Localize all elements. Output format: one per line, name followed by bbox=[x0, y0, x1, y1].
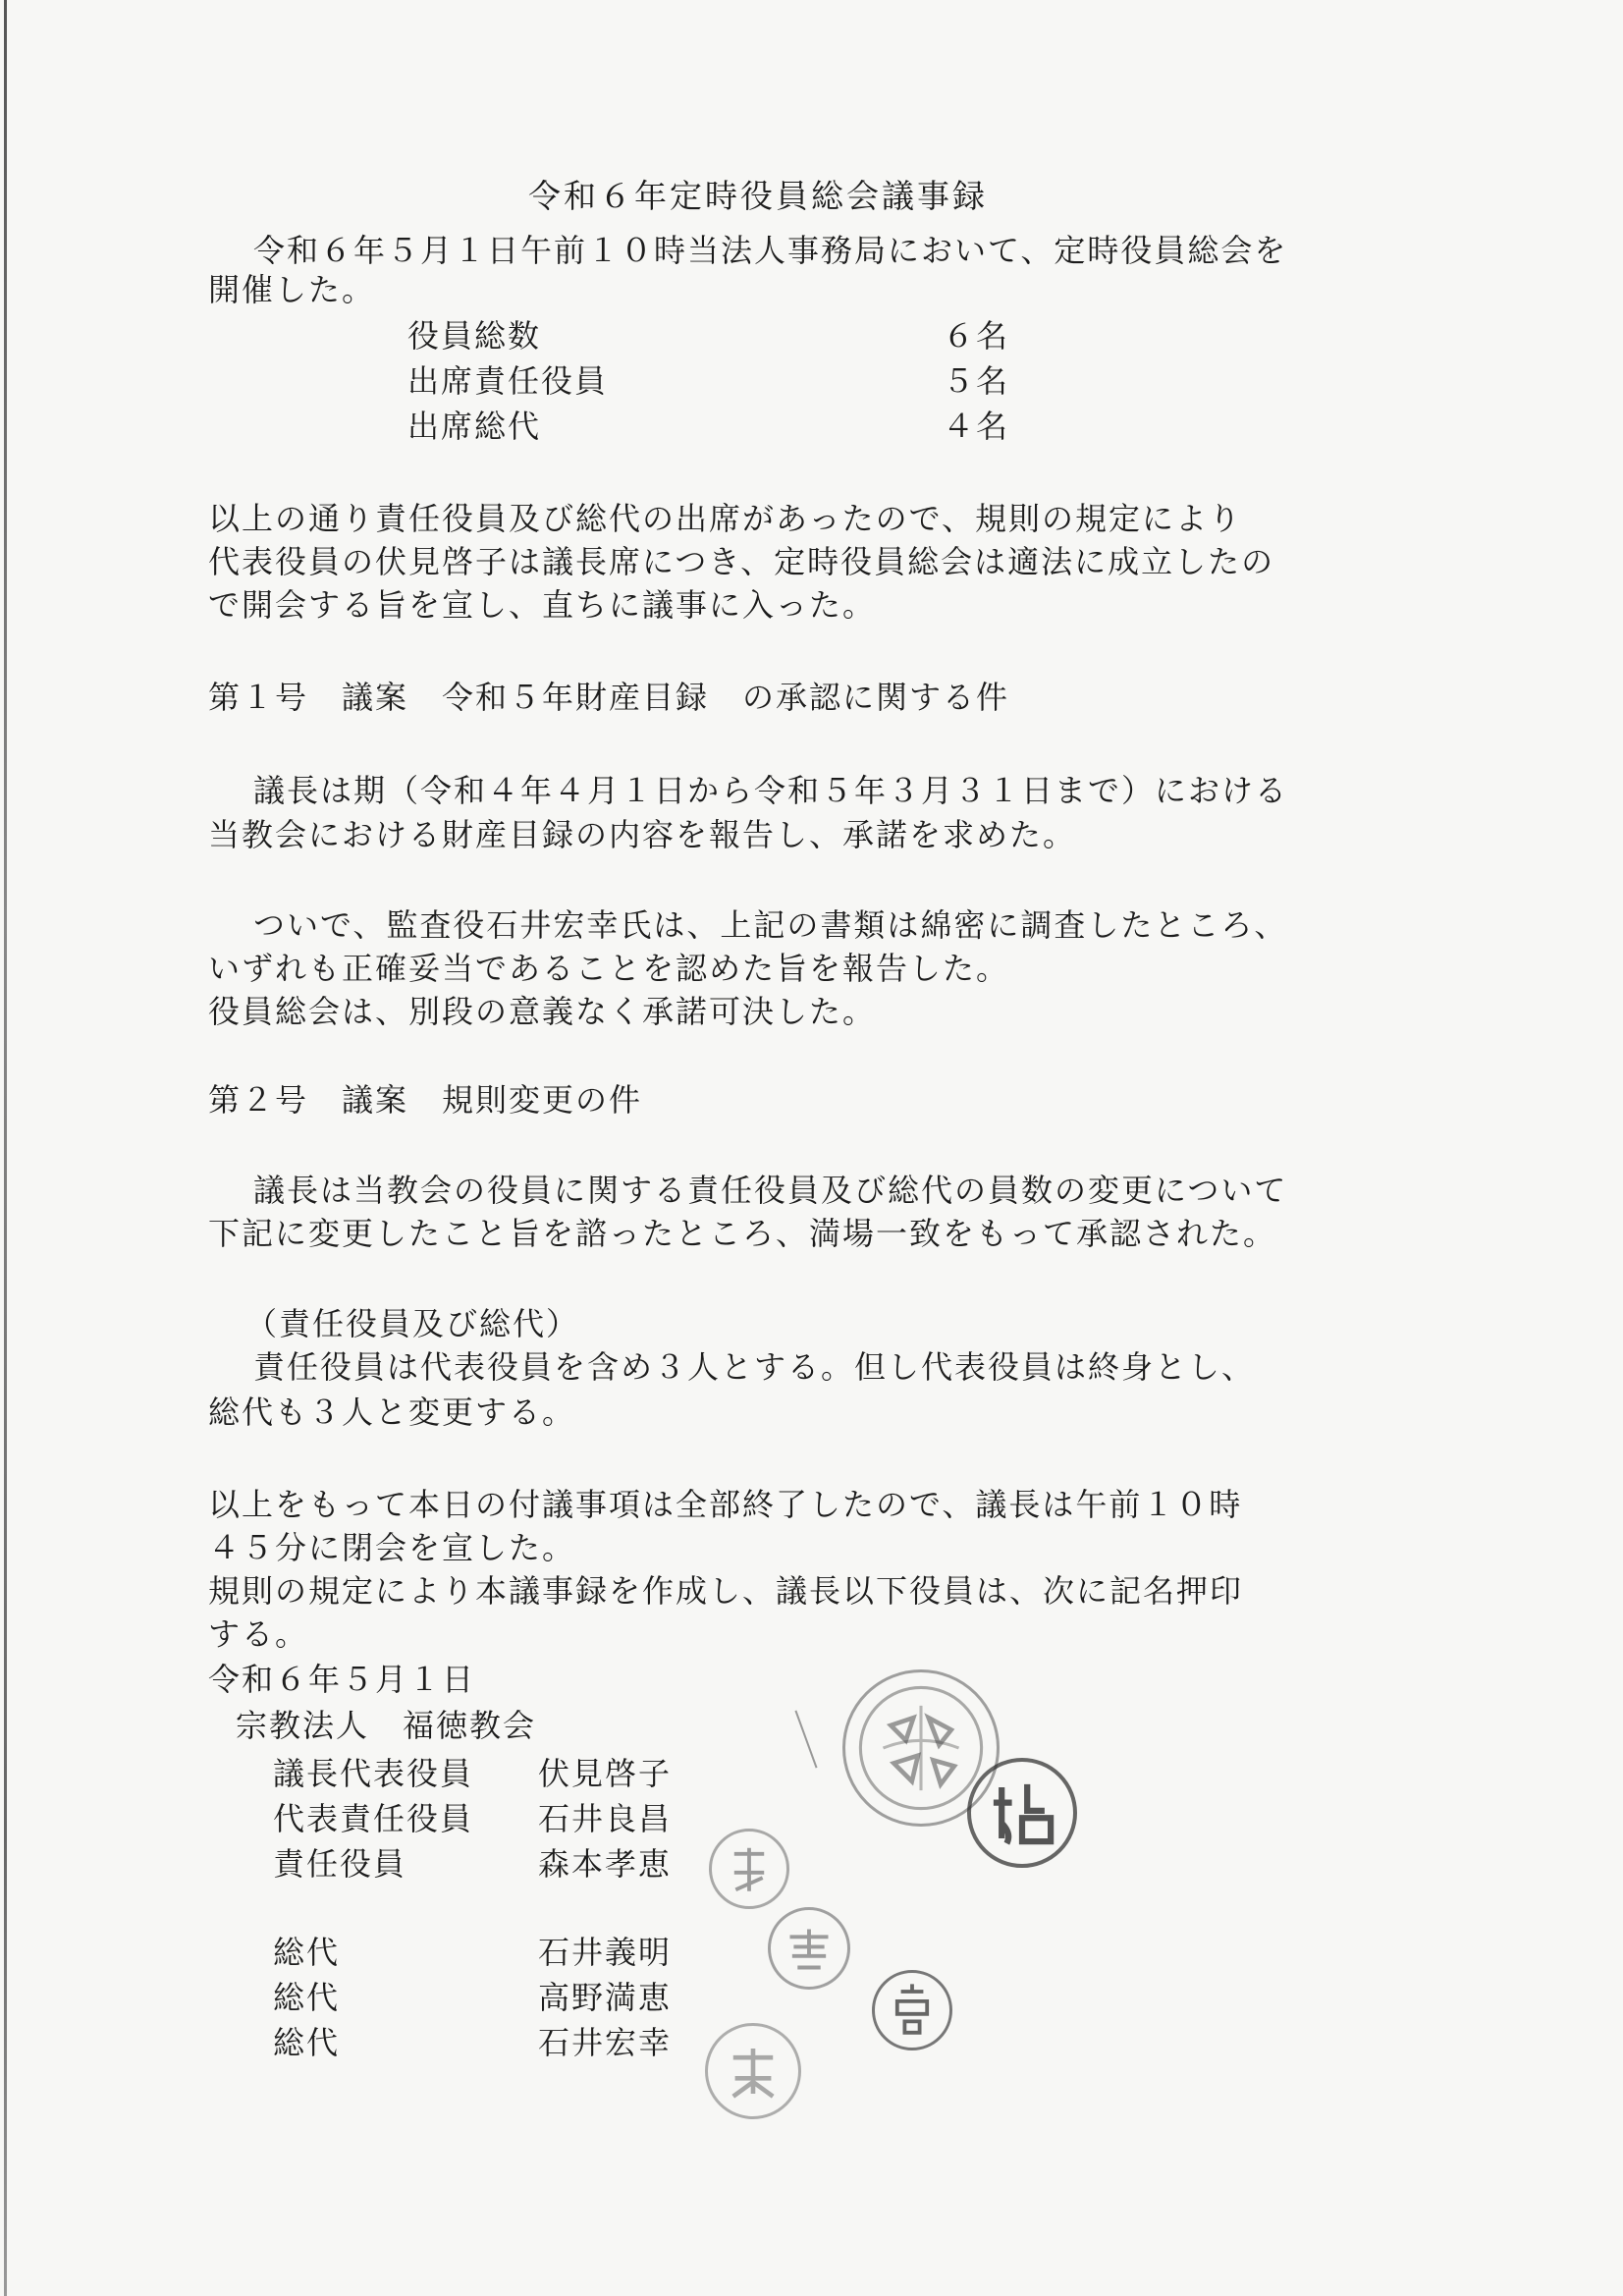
attendance-count-delegates: ４名 bbox=[943, 408, 1010, 445]
signatory-role-2: 代表責任役員 bbox=[273, 1800, 474, 1837]
intro-line-2: 開催した。 bbox=[208, 271, 376, 308]
attendance-count-total: ６名 bbox=[943, 317, 1010, 355]
signatory-name-6: 石井宏幸 bbox=[538, 2024, 673, 2061]
intro-line-1: 令和６年５月１日午前１０時当法人事務局において、定時役員総会を bbox=[253, 232, 1288, 269]
closing-line-2: ４５分に閉会を宣した。 bbox=[208, 1529, 576, 1566]
officer-seal-3 bbox=[872, 1970, 952, 2050]
signatory-name-4: 石井義明 bbox=[538, 1934, 673, 1971]
item2-paragraph2-line2: 総代も３人と変更する。 bbox=[208, 1394, 576, 1431]
organization-name: 宗教法人 福徳教会 bbox=[236, 1707, 537, 1744]
signatory-name-5: 高野満恵 bbox=[538, 1979, 673, 2016]
document-title: 令和６年定時役員総会議事録 bbox=[528, 177, 988, 215]
item2-heading: 第２号 議案 規則変更の件 bbox=[208, 1081, 643, 1119]
attendance-label-officers: 出席責任役員 bbox=[407, 362, 609, 400]
signatory-name-2: 石井良昌 bbox=[538, 1800, 673, 1837]
attendance-label-total: 役員総数 bbox=[407, 317, 542, 355]
item2-paragraph2-line1: 責任役員は代表役員を含め３人とする。但し代表役員は終身とし、 bbox=[253, 1348, 1256, 1386]
closing-line-4: する。 bbox=[208, 1615, 309, 1653]
item1-paragraph1-line2: 当教会における財産目録の内容を報告し、承諾を求めた。 bbox=[208, 816, 1077, 853]
signatory-role-1: 議長代表役員 bbox=[273, 1755, 474, 1792]
opening-line-1: 以上の通り責任役員及び総代の出席があったので、規則の規定により bbox=[208, 500, 1243, 537]
officer-seal-1 bbox=[709, 1829, 789, 1909]
signatory-role-3: 責任役員 bbox=[273, 1845, 407, 1883]
officer-seal-4 bbox=[705, 2023, 801, 2119]
opening-line-2: 代表役員の伏見啓子は議長席につき、定時役員総会は適法に成立したの bbox=[208, 543, 1275, 580]
attendance-count-officers: ５名 bbox=[943, 362, 1010, 400]
signatory-name-3: 森本孝恵 bbox=[538, 1845, 673, 1883]
signatory-role-5: 総代 bbox=[273, 1979, 341, 2016]
item1-paragraph2-line2: いずれも正確妥当であることを認めた旨を報告した。 bbox=[208, 950, 1010, 987]
closing-line-3: 規則の規定により本議事録を作成し、議長以下役員は、次に記名押印 bbox=[208, 1572, 1244, 1610]
opening-line-3: で開会する旨を宣し、直ちに議事に入った。 bbox=[208, 586, 877, 624]
item2-paragraph1-line2: 下記に変更したこと旨を諮ったところ、満場一致をもって承認された。 bbox=[208, 1215, 1277, 1252]
document-date: 令和６年５月１日 bbox=[208, 1661, 476, 1698]
item1-paragraph1-line1: 議長は期（令和４年４月１日から令和５年３月３１日まで）における bbox=[253, 772, 1289, 809]
page-binding-edge bbox=[4, 0, 7, 2296]
signatory-role-4: 総代 bbox=[273, 1934, 341, 1971]
item2-sub-heading: （責任役員及び総代） bbox=[245, 1305, 580, 1342]
closing-line-1: 以上をもって本日の付議事項は全部終了したので、議長は午前１０時 bbox=[208, 1486, 1243, 1523]
item2-paragraph1-line1: 議長は当教会の役員に関する責任役員及び総代の員数の変更について bbox=[253, 1172, 1288, 1209]
chair-seal bbox=[967, 1758, 1077, 1868]
signatory-name-1: 伏見啓子 bbox=[538, 1755, 673, 1792]
signatory-role-6: 総代 bbox=[273, 2024, 341, 2061]
item1-heading: 第１号 議案 令和５年財産目録 の承認に関する件 bbox=[208, 679, 1010, 716]
officer-seal-2 bbox=[768, 1907, 850, 1990]
item1-paragraph2-line3: 役員総会は、別段の意義なく承諾可決した。 bbox=[208, 993, 877, 1030]
seal-smudge-mark bbox=[794, 1711, 817, 1769]
item1-paragraph2-line1: ついで、監査役石井宏幸氏は、上記の書類は綿密に調査したところ、 bbox=[253, 906, 1288, 944]
attendance-label-delegates: 出席総代 bbox=[407, 408, 542, 445]
